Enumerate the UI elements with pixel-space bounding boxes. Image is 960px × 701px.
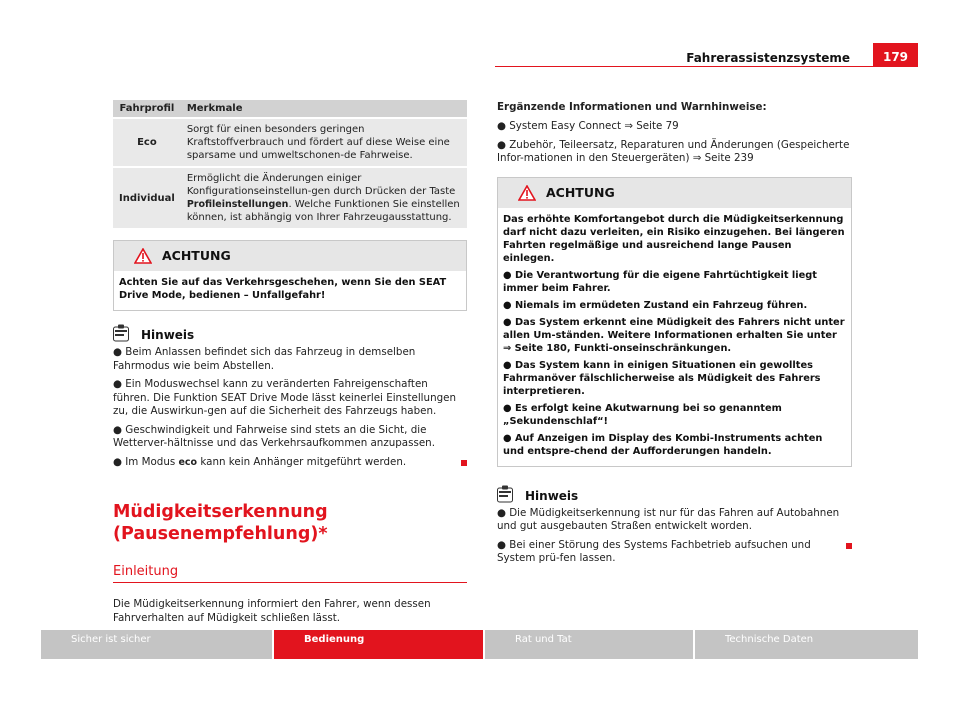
table-cell-text: Sorgt für einen besonders geringen Kraftstoffverbrauch und fördert auf diese Weise eine sparsame und umweltschonen-de Fahrweise. (181, 118, 467, 167)
note-body (113, 346, 467, 469)
footer-tab-advice[interactable]: Rat und Tat (485, 630, 693, 659)
list-item: ● Auf Anzeigen im Display des Kombi-Instruments achten und entspre-chend der Aufforderungen handeln. (503, 432, 823, 457)
page-number: 179 (873, 43, 918, 67)
info-note-icon (497, 485, 513, 503)
list-item: ● Zubehör, Teileersatz, Reparaturen und Änderungen (Gespeicherte Infor-mationen in den Steuergeräten) ⇒ Seite 239 (497, 138, 850, 164)
list-item (497, 539, 852, 566)
table-row (113, 118, 467, 167)
end-square-icon (846, 543, 852, 549)
list-item: ● Es erfolgt keine Akutwarnung bei so genanntem „Sekundenschlaf“! (503, 402, 782, 427)
header-title: Fahrerassistenzsysteme (686, 51, 850, 65)
intro-text: Die Müdigkeitserkennung informiert den Fahrer, wenn dessen Fahrverhalten auf Müdigkeit schließen lässt. (113, 598, 431, 624)
note-header (497, 483, 852, 503)
warning-body (498, 208, 851, 466)
end-square-icon (461, 460, 467, 466)
warning-text: Das erhöhte Komfortangebot durch die Müdigkeitserkennung darf nicht dazu verleiten, ein Risiko einzugehen. Bei längeren Fahrten regelmäßige und ausreichend lange Pausen einlegen. (503, 213, 845, 264)
list-item: ● System Easy Connect ⇒ Seite 79 (497, 120, 679, 132)
note-header (113, 322, 467, 342)
note-body (497, 507, 852, 566)
right-column (497, 100, 852, 571)
table-header-row (113, 100, 467, 118)
warning-triangle-icon (134, 248, 152, 264)
text-fragment: ● Im Modus (113, 455, 179, 468)
header-rule (495, 66, 918, 67)
warning-header (498, 178, 851, 208)
warning-title: ACHTUNG (162, 248, 231, 263)
list-item (113, 456, 467, 470)
list-item: ● Ein Moduswechsel kann zu veränderten Fahreigenschaften führen. Die Funktion SEAT Drive Mode lässt keinerlei Einstellungen zu, die Auswirkun-gen auf die Sicherheit des Fahrzeugs haben. (113, 378, 456, 417)
list-item: ● Das System kann in einigen Situationen ein gewolltes Fahrmanöver fälschlicherweise als Müdigkeit des Fahrers interpretieren. (503, 359, 821, 397)
key-label: Profileinstellungen (186, 199, 289, 210)
list-item: ● Niemals im ermüdeten Zustand ein Fahrzeug führen. (503, 299, 808, 311)
table-row (113, 167, 467, 228)
text-fragment: ● Bei einer Störung des Systems Fachbetrieb aufsuchen und System prü-fen lassen. (497, 538, 811, 564)
warning-box (113, 240, 467, 311)
footer-nav (41, 630, 918, 659)
drive-profile-table (113, 100, 467, 228)
list-item: ● Geschwindigkeit und Fahrweise sind stets an die Sicht, die Wetterver-hältnisse und das Verkehrsaufkommen anzupassen. (113, 423, 435, 449)
footer-tab-safety[interactable]: Sicher ist sicher (41, 630, 272, 659)
table-header-cell: Fahrprofil (113, 100, 181, 118)
table-cell-text (181, 167, 467, 228)
section-subtitle: Einleitung (113, 565, 467, 583)
warning-text: Achten Sie auf das Verkehrsgeschehen, wenn Sie den SEAT Drive Mode, bedienen – Unfallgefahr! (119, 277, 447, 301)
note-title: Hinweis (525, 488, 579, 503)
warning-title: ACHTUNG (546, 184, 615, 200)
list-item: ● Das System erkennt eine Müdigkeit des Fahrers nicht unter allen Um-ständen. Weitere Informationen erhalten Sie unter ⇒ Seite 180, Funkti-onseinschränkungen. (503, 316, 845, 354)
info-note-icon (113, 324, 129, 342)
info-heading: Ergänzende Informationen und Warnhinweise: (497, 101, 767, 113)
text-fragment: kann kein Anhänger mitgeführt werden. (197, 455, 407, 468)
mode-label: eco (178, 456, 198, 468)
footer-tab-technical-data[interactable]: Technische Daten (695, 630, 918, 659)
table-cell-profile: Individual (113, 167, 181, 228)
note-title: Hinweis (141, 328, 195, 342)
section-title: Müdigkeitserkennung (Pausenempfehlung)* (113, 502, 328, 544)
warning-body (114, 271, 466, 310)
table-header-cell: Merkmale (181, 100, 467, 118)
list-item: ● Die Verantwortung für die eigene Fahrtüchtigkeit liegt immer beim Fahrer. (503, 269, 817, 294)
text-fragment: . Welche Funktionen Sie einstellen können, ist abhängig von Ihrer Fahrzeugausstattung. (186, 199, 460, 223)
warning-triangle-icon (518, 185, 536, 201)
left-column (113, 100, 467, 625)
warning-header (114, 241, 466, 271)
table-cell-profile: Eco (113, 118, 181, 167)
list-item: ● Beim Anlassen befindet sich das Fahrzeug in demselben Fahrmodus wie beim Abstellen. (113, 346, 416, 372)
info-list (497, 120, 852, 166)
text-fragment: Ermöglicht die Änderungen einiger Konfigurationseinstellun-gen durch Drücken der Taste (186, 173, 456, 197)
footer-tab-operation[interactable]: Bedienung (274, 630, 483, 659)
list-item: ● Die Müdigkeitserkennung ist nur für das Fahren auf Autobahnen und gut ausgebauten Straßen entwickelt worden. (497, 506, 840, 532)
warning-box (497, 177, 852, 467)
